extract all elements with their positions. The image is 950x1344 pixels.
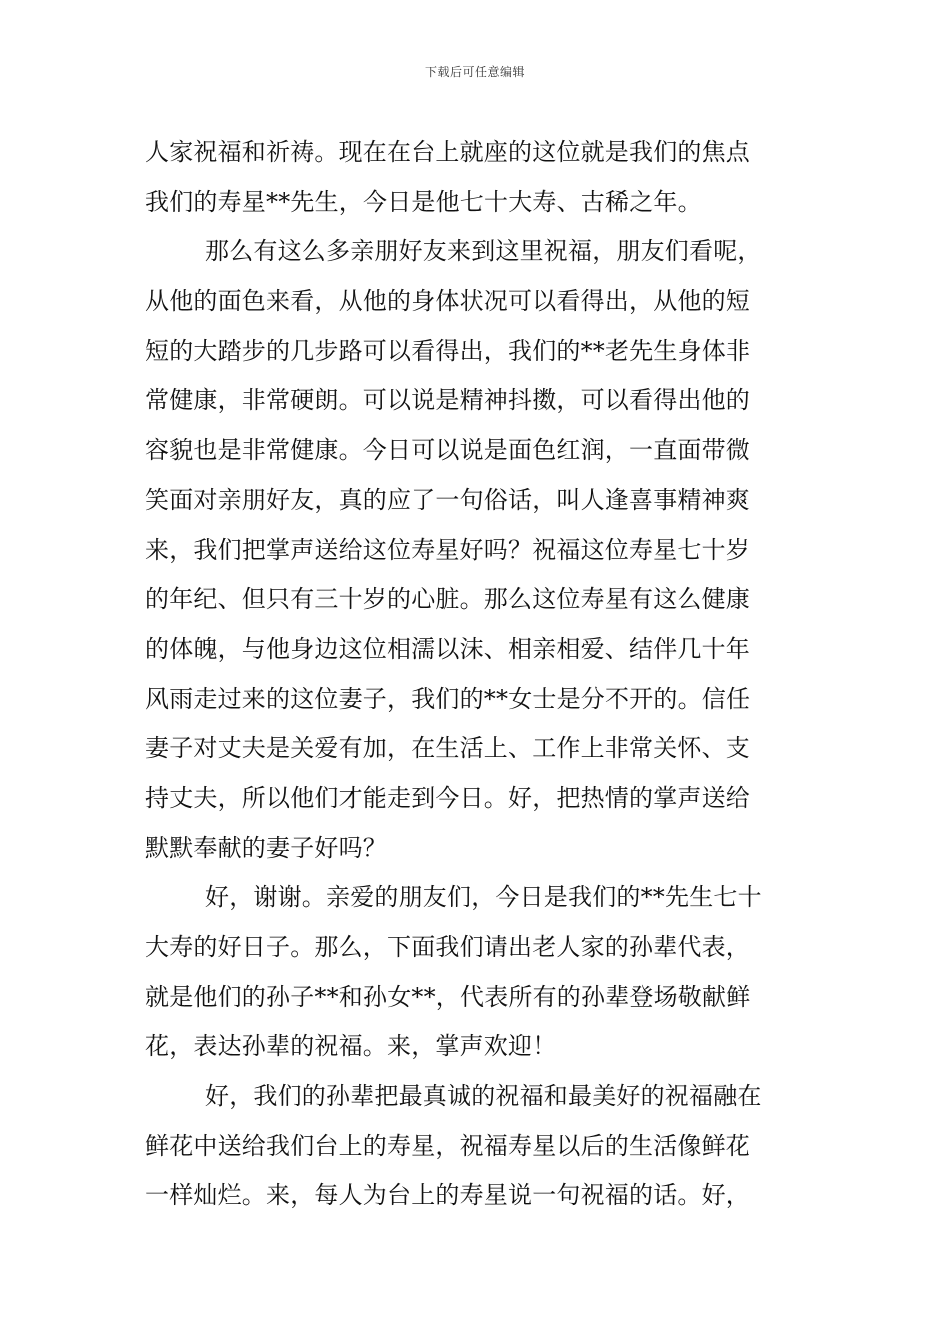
text-line: 我们的寿星**先生，今日是他七十大寿、古稀之年。 <box>145 187 702 216</box>
text-line: 风雨走过来的这位妻子，我们的**女士是分不开的。信任 <box>145 684 751 713</box>
text-line: 花，表达孙辈的祝福。来，掌声欢迎！ <box>145 1032 557 1061</box>
text-line: 笑面对亲朋好友，真的应了一句俗话，叫人逢喜事精神爽 <box>145 485 750 514</box>
document-body <box>145 128 809 1221</box>
text-line: 短的大踏步的几步路可以看得出，我们的**老先生身体非 <box>145 336 751 365</box>
text-line: 容貌也是非常健康。今日可以说是面色红润，一直面带微 <box>145 436 750 465</box>
text-line: 妻子对丈夫是关爱有加，在生活上、工作上非常关怀、支 <box>145 734 750 763</box>
text-line: 鲜花中送给我们台上的寿星，祝福寿星以后的生活像鲜花 <box>145 1131 750 1160</box>
text-line: 那么有这么多亲朋好友来到这里祝福，朋友们看呢， <box>205 237 762 266</box>
text-line: 人家祝福和祈祷。现在在台上就座的这位就是我们的焦点 <box>145 138 750 166</box>
text-line: 好，谢谢。亲爱的朋友们，今日是我们的**先生七十 <box>205 883 762 912</box>
text-line: 一样灿烂。来，每人为台上的寿星说一句祝福的话。好， <box>145 1181 750 1210</box>
text-line: 从他的面色来看，从他的身体状况可以看得出，从他的短 <box>145 287 750 316</box>
page-header: 下载后可任意编辑 <box>424 65 525 79</box>
text-line: 常健康，非常硬朗。可以说是精神抖擞，可以看得出他的 <box>145 386 750 415</box>
text-line: 的体魄，与他身边这位相濡以沫、相亲相爱、结伴几十年 <box>145 634 750 663</box>
text-line: 持丈夫，所以他们才能走到今日。好，把热情的掌声送给 <box>145 783 750 812</box>
text-line: 就是他们的孙子**和孙女**，代表所有的孙辈登场敬献鲜 <box>145 982 751 1011</box>
text-line: 默默奉献的妻子好吗？ <box>145 833 387 862</box>
text-line: 的年纪、但只有三十岁的心脏。那么这位寿星有这么健康 <box>145 585 750 614</box>
text-line: 来，我们把掌声送给这位寿星好吗？祝福这位寿星七十岁 <box>145 535 750 564</box>
text-line: 好，我们的孙辈把最真诚的祝福和最美好的祝福融在 <box>205 1082 762 1111</box>
text-line: 大寿的好日子。那么，下面我们请出老人家的孙辈代表， <box>145 933 750 961</box>
